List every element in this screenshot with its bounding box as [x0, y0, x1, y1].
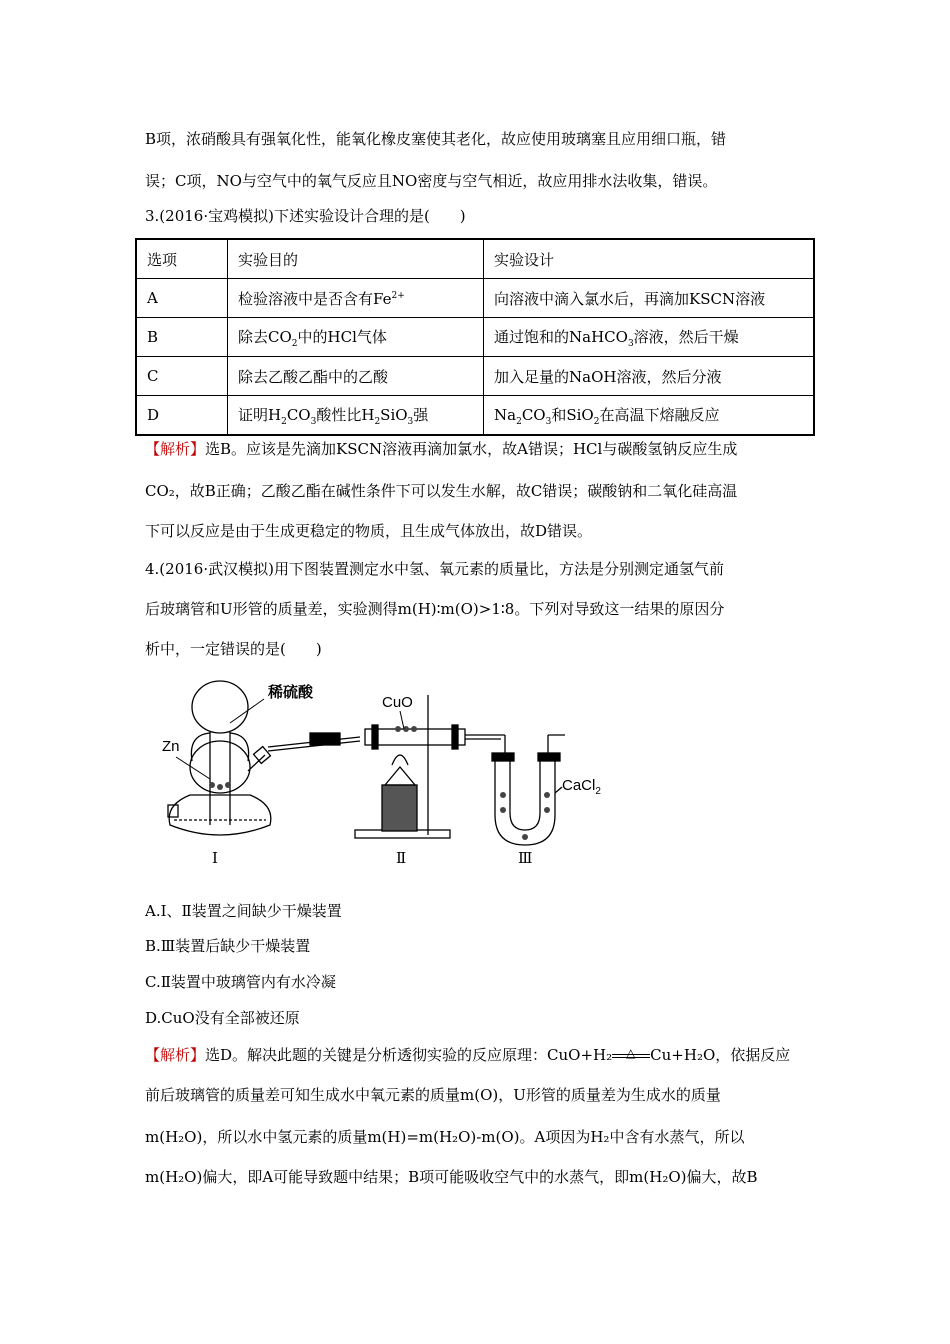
q3-analysis-line-2: CO₂，故B正确；乙酸乙酯在碱性条件下可以发生水解，故C错误；碳酸钠和二氧化硅高温 [145, 482, 738, 500]
table-row [136, 357, 814, 396]
intro-line-2: 误；C项，NO与空气中的氧气反应且NO密度与空气相近，故应用排水法收集，错误。 [145, 172, 718, 190]
option-c: C.Ⅱ装置中玻璃管内有水冷凝 [145, 973, 336, 991]
q3-analysis-line-1 [145, 438, 737, 459]
row-design: 加入足量的NaOH溶液，然后分液 [484, 357, 815, 396]
apparatus-diagram [160, 675, 620, 875]
row-aim-sup: 2+ [391, 290, 405, 301]
intro-line-1: B项，浓硝酸具有强氧化性，能氧化橡皮塞使其老化，故应使用玻璃塞且应用细口瓶，错 [145, 130, 727, 148]
row-aim-text: 检验溶液中是否含有Fe [238, 289, 392, 308]
label-cacl2: CaCl$_2$ [562, 777, 601, 797]
option-d: D.CuO没有全部被还原 [145, 1009, 300, 1027]
analysis-tag: 【解析】 [145, 440, 206, 458]
analysis-text: 选D。解决此题的关键是分析透彻实验的反应原理：CuO+H₂ [205, 1046, 613, 1064]
label-zn: Zn [162, 738, 180, 755]
row-aim: 除去乙酸乙酯中的乙酸 [228, 357, 484, 396]
table-row [136, 396, 814, 436]
header-aim: 实验目的 [228, 239, 484, 279]
q3-analysis-line-3: 下可以反应是由于生成更稳定的物质，且生成气体放出，故D错误。 [145, 522, 593, 540]
label-I: Ⅰ [212, 849, 218, 867]
alcohol-lamp [385, 767, 415, 785]
kipp-valve [254, 747, 271, 764]
burner-base [382, 785, 417, 831]
label-acid: 稀硫酸 [268, 684, 314, 701]
q4-analysis-line-2: 前后玻璃管的质量差可知生成水中氧元素的质量m(O)，U形管的质量差为生成水的质量 [145, 1086, 721, 1104]
question-4-line-1: 4.(2016·武汉模拟)用下图装置测定水中氢、氧元素的质量比，方法是分别测定通氢气前 [145, 560, 724, 578]
kipp-bottom-bulb [169, 795, 271, 835]
header-design: 实验设计 [484, 239, 815, 279]
kipp-top-bulb [192, 681, 248, 733]
heat-delta: △ [626, 1046, 636, 1060]
row-option: C [136, 357, 228, 396]
u-tube [495, 759, 555, 845]
q4-analysis-line-3: m(H₂O)，所以水中氢元素的质量m(H)=m(H₂O)-m(O)。A项因为H₂中含有水蒸气，所以 [145, 1128, 745, 1146]
row-option: A [136, 279, 228, 318]
header-option: 选项 [136, 239, 228, 279]
analysis-text: 选B。应该是先滴加KSCN溶液再滴加氯水，故A错误；HCl与碳酸氢钠反应生成 [205, 440, 738, 458]
row-design: 向溶液中滴入氯水后，再滴加KSCN溶液 [484, 279, 815, 318]
analysis-text-post: Cu+H₂O，依据反应 [650, 1046, 791, 1064]
label-II: Ⅱ [396, 849, 407, 867]
option-b: B.Ⅲ装置后缺少干燥装置 [145, 937, 311, 955]
table-header-row [136, 239, 814, 279]
row-option: D [136, 396, 228, 436]
question-3-title: 3.(2016·宝鸡模拟)下述实验设计合理的是( ) [145, 207, 466, 225]
label-III: Ⅲ [518, 849, 533, 867]
question-4-line-2: 后玻璃管和U形管的质量差，实验测得m(H)∶m(O)>1∶8。下列对导致这一结果的原因分 [145, 600, 725, 618]
question-4-line-3: 析中，一定错误的是( ) [145, 640, 322, 658]
option-a: A.Ⅰ、Ⅱ装置之间缺少干燥装置 [145, 902, 342, 920]
row-design: 通过饱和的NaHCO$_3$溶液，然后干燥 [484, 318, 815, 357]
flame [392, 755, 408, 765]
analysis-tag: 【解析】 [145, 1046, 206, 1064]
question-3-table [135, 238, 815, 436]
row-option: B [136, 318, 228, 357]
q4-analysis-line-1 [145, 1044, 790, 1065]
row-aim [228, 279, 484, 318]
row-design: $Na_2CO_3$和SiO$_2$在高温下熔融反应 [484, 396, 815, 436]
row-aim: 证明$H_2CO_3$酸性比$H_2SiO_3$强 [228, 396, 484, 436]
label-cuo: CuO [382, 694, 413, 711]
row-aim: 除去$CO_2$中的HCl气体 [228, 318, 484, 357]
q4-analysis-line-4: m(H₂O)偏大，即A可能导致题中结果；B项可能吸收空气中的水蒸气，即m(H₂O)偏大，故B [145, 1168, 758, 1186]
rubber-tube [310, 733, 340, 745]
table-row [136, 318, 814, 357]
table-row [136, 279, 814, 318]
